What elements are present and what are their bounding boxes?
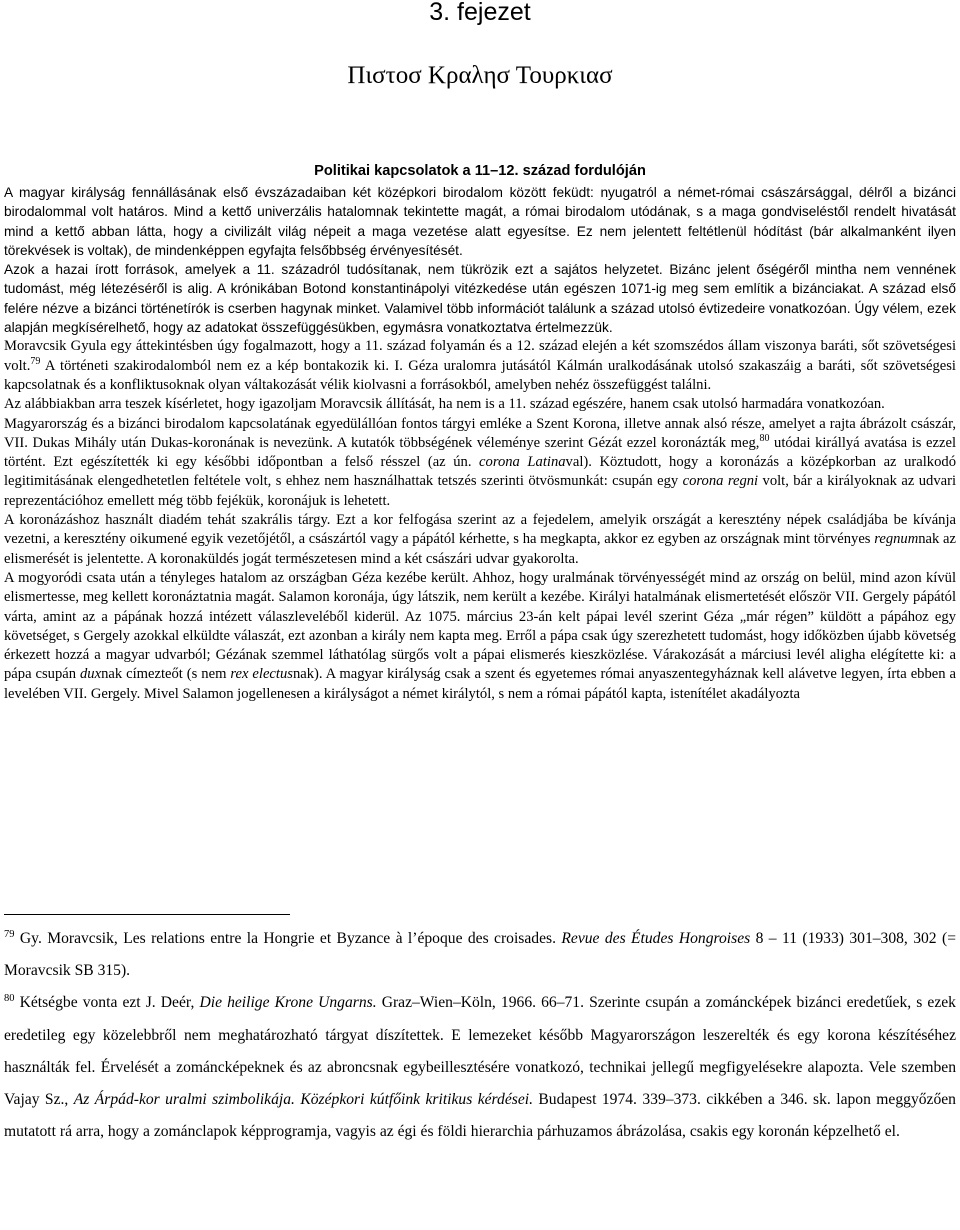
paragraph-5-text-c: val). Köztudott, hogy a koronázás a középkorban az uralkodó legitimitásának elengedhetetlen feltétele volt, s ehhez nem használhattak tetszés szerinti ötvösmunkát: csupán egy: [4, 454, 956, 490]
chapter-title: Πιστοσ Κραλησ Τουρκιασ: [347, 62, 613, 89]
footnote-79-text-a: Gy. Moravcsik, Les relations entre la Hongrie et Byzance à l’époque des croisades.: [14, 930, 562, 947]
paragraph-4: Az alábbiakban arra teszek kísérletet, hogy igazoljam Moravcsik állítását, ha nem is a 11. század egészére, hanem csak utolsó harmadára vonatkozóan.: [4, 396, 885, 413]
footnote-79-journal: Revue des Études Hongroises: [561, 930, 751, 947]
paragraph-2: Azok a hazai írott források, amelyek a 11. századról tudósítanak, nem tükrözik ezt a sajátos helyzetet. Bizánc jelent őségéről mintha nem vennének tudomást, még létezéséről is alig. A krónikában Botond konstantinápolyi vitézkedése után egészen 1071-ig meg sem említik a bizánciakat. A század első felére nézve a bizánci történetírók is cserben hagynak minket. Valamivel több információt találunk a század utolsó évtizedeire vonatkozóan. Úgy vélem, ezek alapján megkísérelhető, hogy az adatokat összefüggésükben, egymásra vonatkoztatva értelmezzük.: [4, 262, 956, 336]
italic-rex-electus: rex electus: [230, 666, 293, 683]
footnote-ref-80[interactable]: 80: [759, 433, 770, 444]
footnote-divider: [4, 914, 290, 915]
paragraph-3-text-b: A történeti szakirodalomból nem ez a kép bontakozik ki. I. Géza uralomra jutásától Kálmán uralkodásának utolsó szakaszáig a baráti, sőt szövetségesi kapcsolatnak és a konfliktusoknak olyan váltakozását vélik kiolvasni a forrásokból, amelyben nehéz összefüggést találni.: [4, 357, 956, 393]
body-text: [4, 183, 956, 704]
italic-dux: dux: [80, 666, 102, 683]
paragraph-7-text-b: nak címezteőt (s nem: [101, 666, 231, 683]
paragraph-3: [4, 337, 956, 395]
footnote-80: [4, 987, 956, 1148]
paragraph-6-text-a: A koronázáshoz használt diadém tehát szakrális tárgy. Ezt a kor felfogása szerint az a fejedelem, amelyik országát a keresztény népek családjába be kívánja vezetni, a keresztény oikumené egyik vezetőjétől, a császártól vagy a pápától kérhette, s ha megkapta, akkor ez egyben az országnak mint törvényes: [4, 512, 956, 548]
footnote-80-number: 80: [4, 993, 15, 1005]
paragraph-7-text-c: nak). A magyar királyság csak a szent és egyetemes római anyaszentegyháznak kell alávetve legyen, írta ebben a levelében VII. Gergely. Mivel Salamon jogellenesen a királyságot a német királytól, s nem a római pápától kapta, istenítélet akadályozta: [4, 666, 956, 702]
paragraph-5: [4, 415, 956, 511]
footnote-80-text-b: Graz–Wien–Köln, 1966. 66–71. Szerinte csupán a zománcképek bizánci eredetűek, s ezek eredetileg egy közelebbről nem meghatározható tárgyat díszítettek. E lemezeket később Magyarországon leszerelték és egy korona készítéséhez használták fel. Érvelését a zománcképeknek és az abroncsnak egybeillesztésére vonatkozó, technikai jellegű megfigyelésekre alapozta. Vele szemben Vajay Sz.,: [4, 994, 956, 1109]
paragraph-1: [4, 183, 956, 260]
footnotes: [4, 923, 956, 1148]
paragraph-1-lead: A magyar királyság fennállásának első évszázadaiban két középkori birodalom között feküdt: nyugatról a német-római császársággal, délről a bizánci birodalommal volt határos.: [4, 185, 956, 220]
chapter-label: 3. fejezet: [429, 0, 531, 26]
paragraph-1-rest: Mind a kettő univerzális hatalomnak tekintette magát, a római birodalom utódának, s a maga gondviseléstől rendelt hivatását mind a kettő abban látta, hogy a civilizált világ népeit a maga vezetése alatt egyesítse. Ez nem jelentett feltétlenül hódítást (bár alkalmanként ilyen törekvések is voltak), de mindenképpen egyfajta felsőbbség érvényesítését.: [4, 204, 956, 258]
italic-regnum: regnum: [874, 531, 919, 548]
footnote-80-title-1: Die heilige Krone Ungarns.: [199, 994, 377, 1012]
paragraph-5-text-d: volt, bár a királyoknak az udvari reprezentációhoz emellett még több fejékük, koronájuk is lehetett.: [4, 473, 957, 509]
footnote-80-text-a: Kétségbe vonta ezt J. Deér,: [14, 994, 200, 1012]
italic-corona-latina: corona Latina: [479, 454, 566, 471]
footnote-79: [4, 923, 956, 987]
section-heading: Politikai kapcsolatok a 11–12. század fordulóján: [314, 163, 646, 179]
footnote-80-title-2: Az Árpád-kor uralmi szimbolikája. Középkori kútfőink kritikus kérdései.: [73, 1091, 533, 1109]
paragraph-6-text-b: nak az elismerését is jelentette. A koronaküldés jogát természetesen mind a két császári udvar gyakorolta.: [4, 531, 956, 567]
paragraph-5-text-b: utódai királlyá avatása is ezzel történt. Ezt egészítették ki egy későbbi időpontban a felső résszel (az ún.: [4, 434, 956, 471]
footnote-ref-79[interactable]: 79: [30, 355, 41, 367]
footnote-80-text-c: Budapest 1974. 339–373. cikkében a 346. sk. lapon meggyőzően mutatott rá arra, hogy a zománclapok képprogramja, vagyis az égi és földi hierarchia párhuzamos ábrázolása, csakis egy koronán képzelhető el.: [4, 1091, 956, 1141]
footnote-79-text-b: 8 – 11 (1933) 301–308, 302 (= Moravcsik SB 315).: [4, 930, 956, 980]
paragraph-7: [4, 569, 956, 704]
paragraph-3-text-a: Moravcsik Gyula egy áttekintésben úgy fogalmazott, hogy a 11. század folyamán és a 12. század elején a két szomszédos állam viszonya baráti, sőt szövetségesi volt.: [4, 338, 956, 374]
paragraph-6: [4, 511, 956, 569]
paragraph-5-text-a: Magyarország és a bizánci birodalom kapcsolatának egyedülállóan fontos tárgyi emléke a Szent Korona, illetve annak alsó része, amelyet a rajta ábrázolt császár, VII. Dukas Mihály után Dukas-koronának is nevezünk. A kutatók többségének véleménye szerint Gézát ezzel koronázták meg,: [4, 415, 956, 451]
paragraph-7-text-a: A mogyoródi csata után a tényleges hatalom az országban Géza kezébe került. Ahhoz, hogy uralmának törvényességét mind az ország on belül, mind azon kívül elismertesse, meg kellett koronáztatnia magát. Salamon koronája, úgy látszik, nem került a kezébe. Királyi hatalmának elismertetését először VII. Gergely pápától várta, amint az a pápának hozzá intézett válaszleveléből kiderül. Az 1075. március 23-án kelt pápai levél szerint Géza „már régen” küldött a pápához egy követséget, s Gergely azokkal elküldte válaszát, ezt azonban a király nem kapta meg. Erről a pápa csak úgy szerezhetett tudomást, hogy időközben újabb követség érkezett hozzá a magyar udvarból; Gézának szemmel láthatólag sürgős volt a pápai elismerés kieszközlése. Várakozását a márciusi levél aligha elégítette ki: a pápa csupán: [4, 569, 956, 683]
italic-corona-regni: corona regni: [682, 473, 759, 490]
footnote-79-number: 79: [4, 928, 15, 940]
